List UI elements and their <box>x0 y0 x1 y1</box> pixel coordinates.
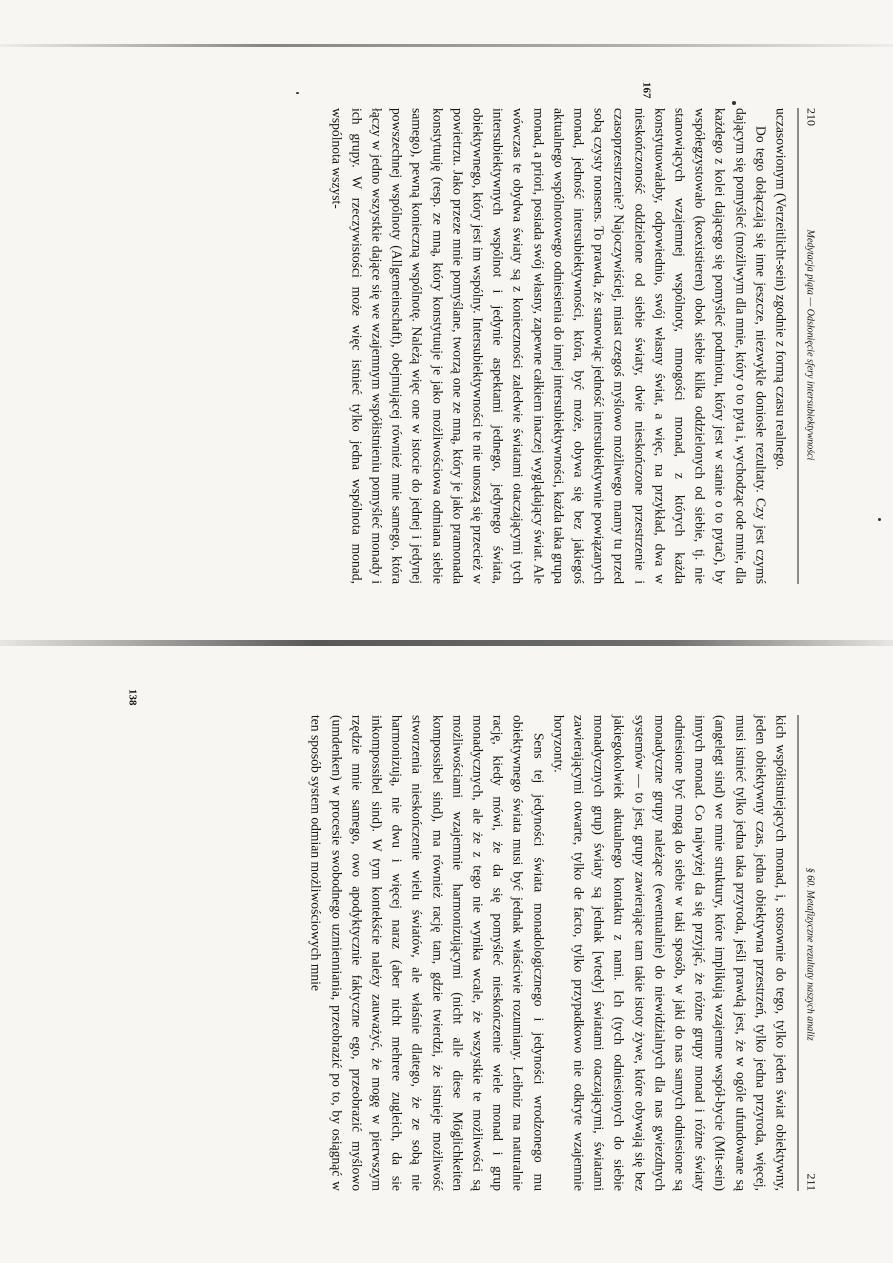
running-head-title: Medytacja piąta — Odsłonięcie sfery intersubiektywności <box>804 229 816 461</box>
margin-page-reference: 167 <box>640 82 653 99</box>
margin-page-reference: 138 <box>126 689 139 706</box>
scan-edge-top <box>0 44 893 47</box>
running-header <box>798 715 819 1191</box>
page-number: 210 <box>804 108 819 126</box>
paragraph: Do tego dołączają się inne jeszcze, niezwykle doniosłe rezultaty. Czy jest czymś dającym się pomyśleć (możliwym dla mnie, który o to pyta i, wychodząc ode mnie, dla każdego z kolei dającego się pomyśleć podmiotu, który jest w stanie o to pytać), by współegzystowało (koexistieren) obok siebie kilka oddzielonych od siebie, tj. nie stanowiących wzajemnej wspólnoty, mnogości monad, z których każda konstytuowałaby, odpowiednio, swój własny świat, a więc, na przykład, dwa w nieskończoność oddzielone od siebie światy, dwie nieskończone przestrzenie i czasoprzestrzenie? Najoczywiściej, miast czegoś myślowo możliwego mamy tu przed sobą czysty nonsens. To prawda, że stanowiąc jedność intersubiektywnie powiązanych monad, jedność intersubiektywności, która, być może, obywa się bez jakiegoś aktualnego wspólnotowego odniesienia do innej intersubiektywności, każda taka grupa monad, a priori, posiada swój własny, zapewne całkiem inaczej wyglądający świat. Ale wówczas te obydwa światy są z konieczności zaledwie światami otaczającymi tych intersubiektywnych wspólnot i jedynie aspektami jednego, jedynego świata, obiektywnego, który jest im wspólny. Intersubiektywności te nie unoszą się przecież w powietrzu. Jako przeze mnie pomyślane, tworzą one ze mną, który je jako pramonada konstytuuję (resp. ze mną, który konstytuuje je jako możliwościowa odmiana siebie samego), pewną konieczną wspólnotę. Należą więc one w istocie do jednej i jedynej powszechnej wspólnoty (Allgemeinschaft), obejmującej również mnie samego, która łączy w jedno wszystkie dające się we wzajemnym współistnieniu pomyśleć monady i ich grupy. W rzeczywistości może więc istnieć tylko jedna wspólnota monad, wspólnota wszyst- <box>329 108 769 584</box>
paragraph: kich współistniejących monad, i, stosownie do tego, tylko jeden świat obiektywny, jeden obiektywny czas, jedna obiektywna przestrzeń, tylko jedna przyroda, więcej, musi istnieć tylko jedna taka przyroda, jeśli prawdą jest, że w ogóle ufundowane są (angelegt sind) we mnie struktury, które implikują wzajemne współ-bycie (Mit-sein) innych monad. Co najwyżej da się przyjąć, że różne grupy monad i różne światy odniesione być mogą do siebie w taki sposób, w jaki do nas samych odniesione są monadyczne grupy należące (ewentualnie) do niewidzialnych dla nas gwiezdnych systemów — to jest, grupy zawierające tam takie istoty żywe, które obywają się bez jakiegokolwiek aktualnego kontaktu z nami. Ich (tych odniesionych do siebie monadycznych grup) światy są jednak [wtedy] światami otaczającymi, światami zawierającymi otwarte, tylko de facto, tylko przypadkowo nie odkryte wzajemnie horyzonty. <box>551 715 789 1191</box>
scan-speck <box>878 518 881 521</box>
running-head-title: § 60. Metafizyczne rezultaty naszych analiz <box>804 867 816 1041</box>
book-page-211 <box>114 689 819 1191</box>
scan-speck <box>732 101 736 105</box>
running-header <box>798 108 819 584</box>
page-number: 211 <box>804 1173 819 1191</box>
page-body <box>306 715 791 1191</box>
paragraph: Sens tej jedyności świata monadologicznego i jedyności wrodzonego mu obiektywnego świata musi być jednak właściwie rozumiany. Leibniz ma naturalnie rację, kiedy mówi, że da się pomyśleć nieskończenie wiele monad i grup monadycznych, ale że z tego nie wynika wcale, że wszystkie te możliwości są możliwościami wzajemnie harmonizującymi (nicht alle diese Möglichkeiten kompossibel sind), ma również rację tam, gdzie twierdzi, że istnieje możliwość stworzenia nieskończenie wielu światów, ale właśnie dlatego, że ze sobą nie harmonizują, nie dwu i więcej naraz (aber nicht mehrere zugleich, da sie inkompossibel sind). W tym kontekście należy zauważyć, że mogę w pierwszym rzędzie mnie samego, owo apodyktycznie faktyczne ego, przeobrazić myślowo (umdenken) w procesie swobodnego uzmienniania, przeobrazić po to, by osiągnąć w ten sposób system odmian możliwościowych mnie <box>308 715 547 1191</box>
scan-gutter-shadow <box>0 640 893 646</box>
scan-speck <box>296 92 299 94</box>
paragraph: uczasowionym (Verzeitlicht-sein) zgodnie z formą czasu realnego. <box>773 108 789 470</box>
book-page-210 <box>114 82 819 584</box>
page-body <box>326 108 791 584</box>
